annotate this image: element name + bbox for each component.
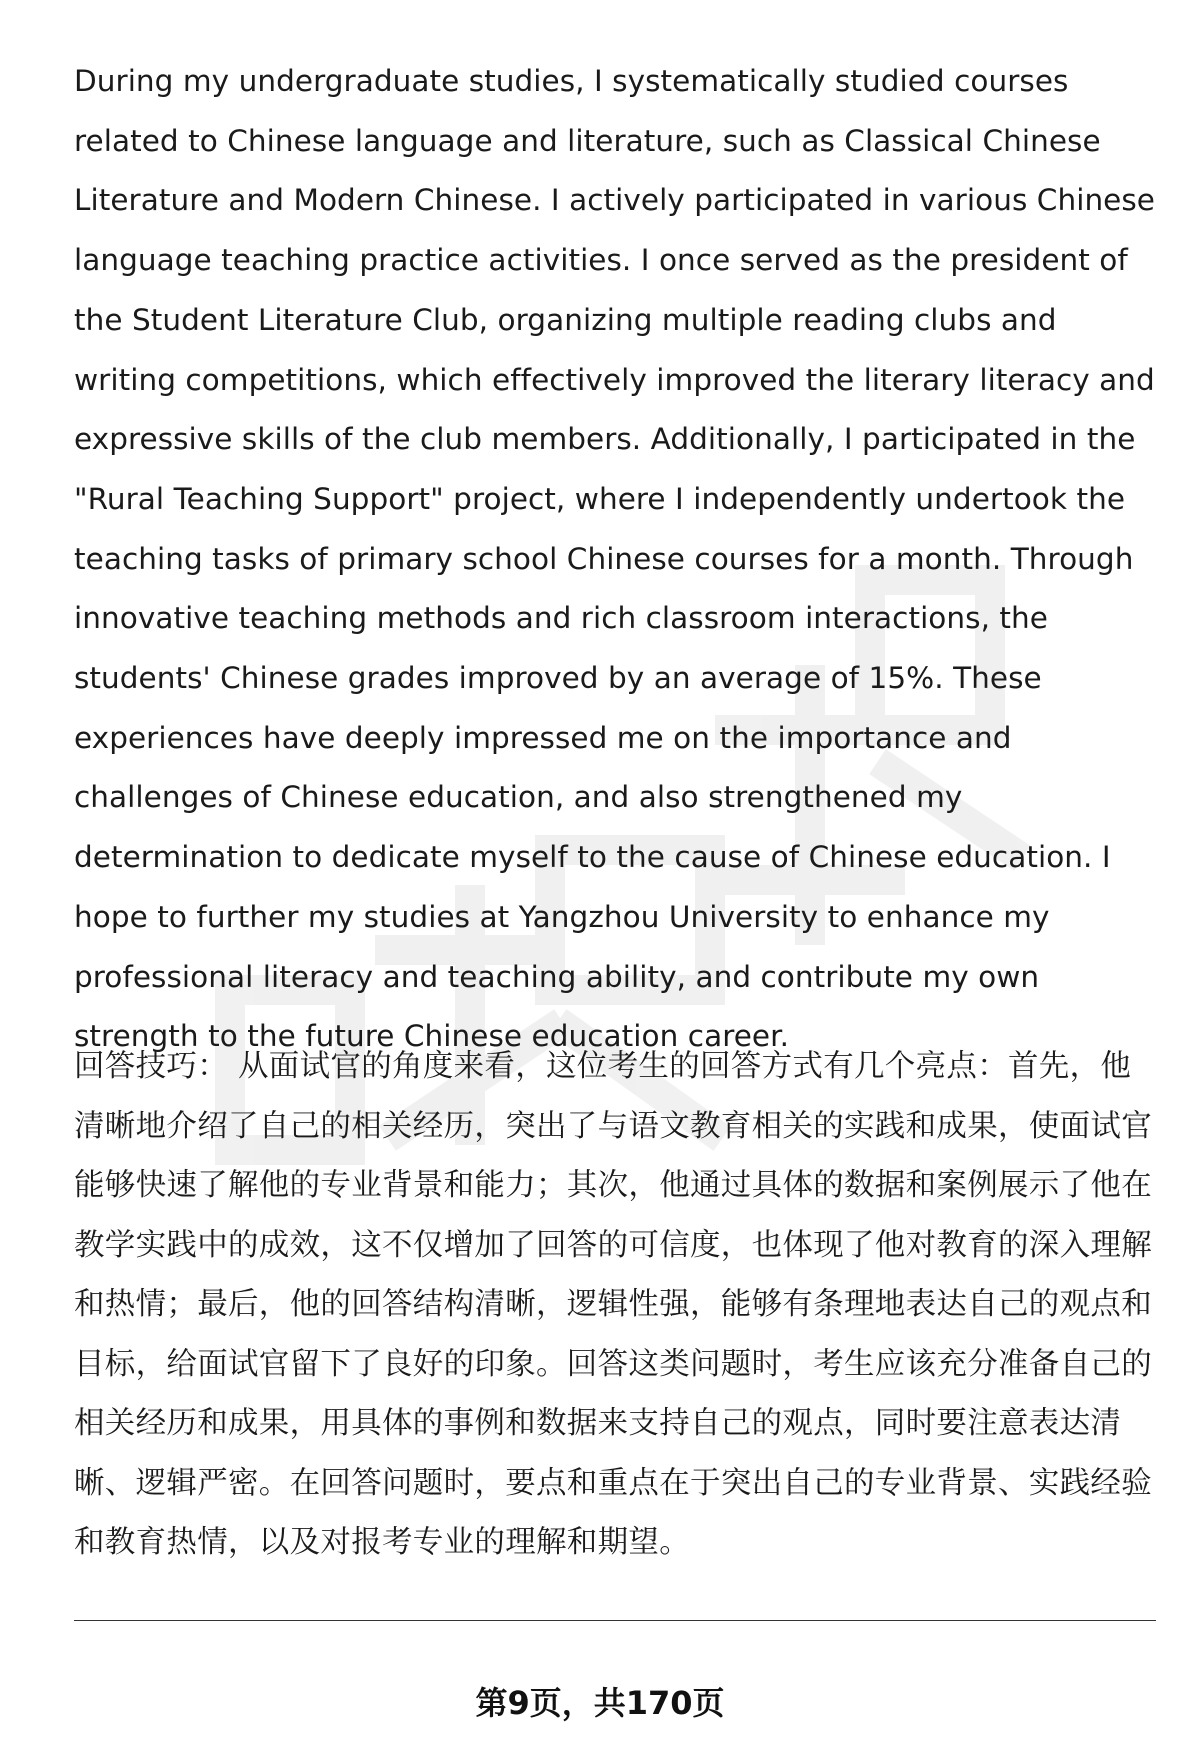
- footer-divider: [74, 1620, 1156, 1621]
- answer-tips-paragraph: 回答技巧： 从面试官的角度来看，这位考生的回答方式有几个亮点：首先，他清晰地介绍了自己的相关经历，突出了与语文教育相关的实践和成果，使面试官能够快速了解他的专业背景和能力；其次，他通过具体的数据和案例展示了他在教学实践中的成效，这不仅增加了回答的可信度，也体现了他对教育的深入理解和热情；最后，他的回答结构清晰，逻辑性强，能够有条理地表达自己的观点和目标，给面试官留下了良好的印象。回答这类问题时，考生应该充分准备自己的相关经历和成果，用具体的事例和数据来支持自己的观点，同时要注意表达清晰、逻辑严密。在回答问题时，要点和重点在于突出自己的专业背景、实践经验和教育热情，以及对报考专业的理解和期望。: [74, 1049, 1152, 1560]
- page-content: [74, 52, 1164, 1560]
- page-number: 第9页，共170页: [475, 1684, 725, 1722]
- english-paragraph: During my undergraduate studies, I systematically studied courses related to Chinese language and literature, such as Classical Chinese Literature and Modern Chinese. I actively participated in various Chinese language teaching practice activities. I once served as the president of the Student Literature Club, organizing multiple reading clubs and writing competitions, which effectively improved the literary literacy and expressive skills of the club members. Additionally, I participated in the "Rural Teaching Support" project, where I independently undertook the teaching tasks of primary school Chinese courses for a month. Through innovative teaching methods and rich classroom interactions, the students' Chinese grades improved by an average of 15%. These experiences have deeply impressed me on the importance and challenges of Chinese education, and also strengthened my determination to dedicate myself to the cause of Chinese education. I hope to further my studies at Yangzhou University to enhance my professional literacy and teaching ability, and contribute my own strength to the future Chinese education career.: [74, 64, 1156, 1054]
